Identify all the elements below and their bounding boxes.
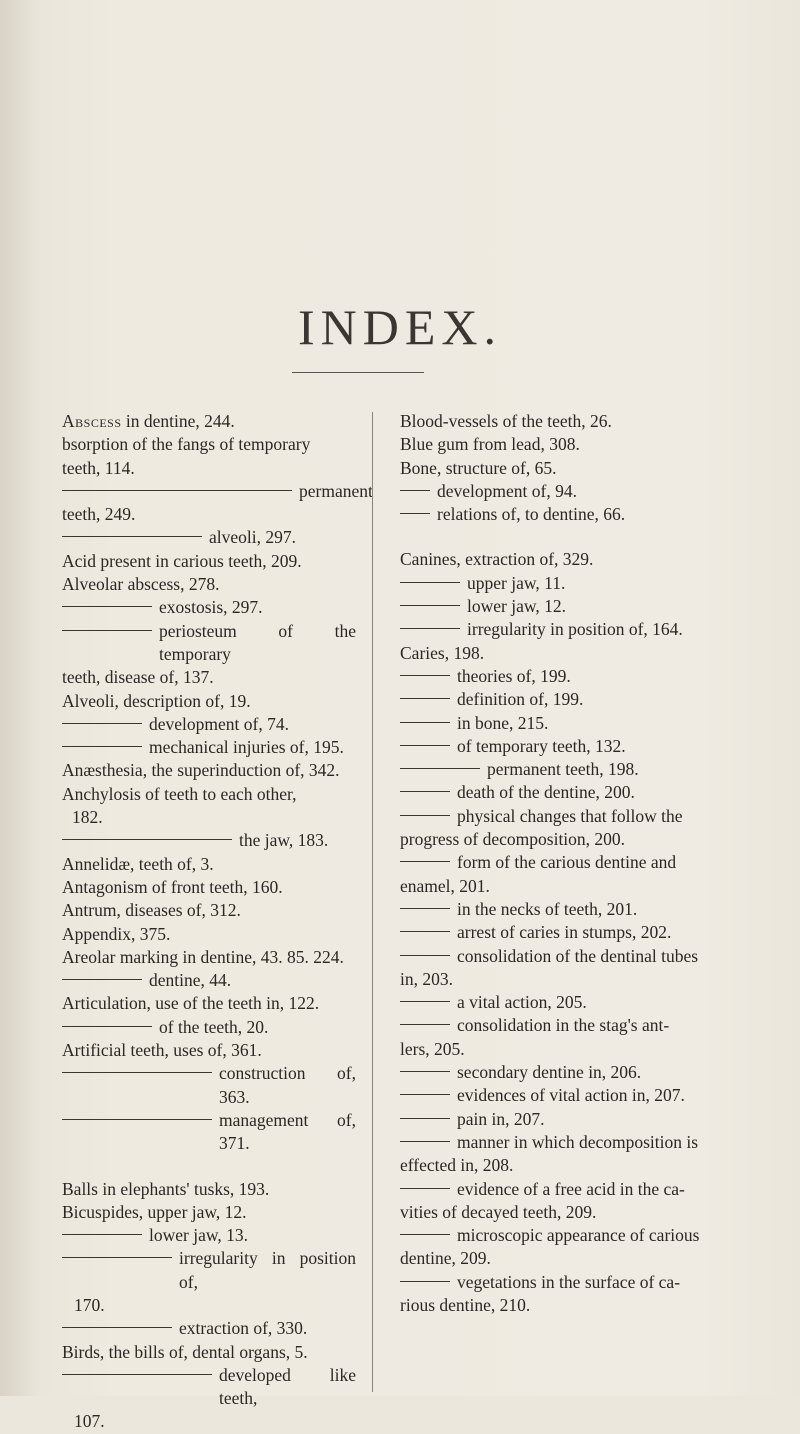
ditto-dash (400, 931, 450, 932)
index-entry (62, 410, 356, 433)
ditto-dash (400, 490, 430, 491)
index-entry-text: Birds, the bills of, dental organs, 5. (62, 1341, 308, 1362)
index-entry (62, 526, 356, 549)
ditto-dash (62, 1374, 212, 1375)
ditto-dash (400, 628, 460, 629)
index-entry (400, 688, 742, 711)
index-entry (62, 1224, 356, 1247)
ditto-dash (400, 1141, 450, 1142)
index-column-left (62, 410, 373, 1434)
ditto-dash (400, 1118, 450, 1119)
ditto-dash (62, 746, 142, 747)
index-entry (62, 1109, 356, 1156)
ditto-dash (62, 1026, 152, 1027)
index-entry-text: arrest of caries in stumps, 202. (457, 922, 672, 943)
index-entry-text: teeth, 114. (62, 457, 135, 478)
index-entry-text: dentine, 209. (400, 1248, 491, 1269)
index-entry (62, 806, 356, 829)
index-entry (400, 1108, 742, 1131)
index-entry-text: form of the carious dentine and (457, 852, 677, 873)
index-entry-text: consolidation in the stag's ant- (457, 1015, 670, 1036)
index-entry-text: teeth, disease of, 137. (62, 667, 214, 688)
index-entry-text: Artificial teeth, uses of, 361. (62, 1040, 262, 1061)
ditto-dash (400, 768, 480, 769)
ditto-dash (400, 745, 450, 746)
index-entry (400, 1247, 742, 1270)
ditto-dash (400, 908, 450, 909)
ditto-dash (400, 1071, 450, 1072)
index-entry-text: Blood-vessels of the teeth, 26. (400, 411, 612, 431)
index-entry (62, 736, 356, 759)
index-entry (400, 1084, 742, 1107)
index-entry-text: irregularity in position of, (179, 1248, 356, 1292)
index-entry (62, 573, 356, 596)
index-column-right (400, 410, 742, 1317)
index-entry-text: consolidation of the dentinal tubes (457, 945, 699, 966)
index-entry-text: permanent (299, 480, 373, 501)
ditto-dash (400, 1234, 450, 1235)
index-entry (62, 853, 356, 876)
index-entry (400, 572, 742, 595)
index-entry-text: manner in which decomposition is (457, 1131, 699, 1152)
ditto-dash (62, 723, 142, 724)
index-entry-text: of temporary teeth, 132. (457, 735, 626, 756)
index-entry-text: Caries, 198. (400, 642, 485, 663)
index-entry-text: 107. (74, 1411, 105, 1432)
index-entry-text: exostosis, 297. (159, 597, 263, 618)
index-entry-text: progress of decomposition, 200. (400, 829, 626, 850)
index-entry-text: Blue gum from lead, 308. (400, 434, 580, 455)
index-entry-text: lower jaw, 12. (467, 596, 566, 617)
index-entry (62, 783, 356, 806)
index-entry (400, 851, 742, 874)
ditto-dash (62, 536, 202, 537)
index-entry (62, 969, 356, 992)
ditto-dash (400, 791, 450, 792)
index-entry (400, 665, 742, 688)
section-gap (400, 526, 742, 548)
index-entry (400, 1294, 742, 1317)
index-entry (62, 1201, 356, 1224)
index-entry-text: death of the dentine, 200. (457, 782, 635, 803)
index-entry-text: development of, 94. (437, 480, 577, 501)
index-entry-text: irregularity in position of, 164. (467, 619, 683, 640)
ditto-dash (400, 1094, 450, 1095)
index-entry (62, 550, 356, 573)
ditto-dash (400, 861, 450, 862)
index-entry (62, 759, 356, 782)
ditto-dash (400, 605, 460, 606)
index-entry (400, 991, 742, 1014)
ditto-dash (400, 1188, 450, 1189)
index-entry (62, 829, 356, 852)
index-entry-text: Acid present in carious teeth, 209. (62, 550, 302, 571)
ditto-dash (62, 606, 152, 607)
index-entry (400, 712, 742, 735)
index-entry-text: evidences of vital action in, 207. (457, 1085, 685, 1106)
column-divider (372, 412, 373, 1392)
index-entry (400, 781, 742, 804)
index-entry (400, 1224, 742, 1247)
ditto-dash (400, 815, 450, 816)
index-entry (62, 690, 356, 713)
index-entry-text: management of, 371. (219, 1109, 356, 1154)
index-entry-text: Antagonism of front teeth, 160. (62, 876, 283, 897)
index-entry-text: Articulation, use of the teeth in, 122. (62, 993, 320, 1014)
index-entry (62, 1294, 356, 1317)
index-entry (400, 898, 742, 921)
index-entry-text: 170. (74, 1294, 105, 1315)
ditto-dash (400, 722, 450, 723)
page-title: INDEX. (297, 299, 503, 355)
ditto-dash (62, 1234, 142, 1235)
index-entry-text: rious dentine, 210. (400, 1294, 531, 1315)
index-entry (400, 595, 742, 618)
ditto-dash (62, 630, 152, 631)
index-entry-text: extraction of, 330. (179, 1318, 308, 1339)
index-entry-text: Appendix, 375. (62, 923, 171, 944)
index-entry (62, 992, 356, 1015)
index-entry-text: evidence of a free acid in the ca- (457, 1178, 685, 1199)
ditto-dash (400, 675, 450, 676)
index-entry (400, 1201, 742, 1224)
index-entry-text: 182. (72, 807, 103, 828)
index-entry-text: Bicuspides, upper jaw, 12. (62, 1201, 247, 1222)
index-entry (62, 946, 356, 969)
index-entry (400, 1014, 742, 1037)
index-entry-text: vegetations in the surface of ca- (457, 1271, 681, 1292)
index-entry-text: enamel, 201. (400, 875, 490, 896)
index-entry (400, 1154, 742, 1177)
ditto-dash (400, 698, 450, 699)
index-entry (400, 875, 742, 898)
index-entry (62, 1364, 356, 1411)
index-entry (400, 433, 742, 456)
index-entry-text: periosteum of the temporary (159, 620, 356, 664)
index-entry (400, 548, 742, 571)
ditto-dash (400, 582, 460, 583)
index-entry (400, 945, 742, 968)
index-entry (62, 433, 356, 456)
index-entry (400, 735, 742, 758)
index-entry-text: secondary dentine in, 206. (457, 1062, 642, 1083)
index-entry (400, 1271, 742, 1294)
index-entry-text: construction of, 363. (219, 1063, 356, 1107)
title-rule (292, 372, 424, 373)
index-entry (400, 618, 742, 641)
index-entry (62, 620, 356, 667)
index-entry (62, 1062, 356, 1109)
ditto-dash (62, 839, 232, 840)
index-entry (62, 457, 356, 480)
ditto-dash (400, 1024, 450, 1025)
index-entry (62, 1410, 356, 1433)
index-entry (400, 828, 742, 851)
index-entry-text: vities of decayed teeth, 209. (400, 1201, 597, 1222)
index-entry-text: upper jaw, 11. (467, 572, 566, 593)
index-entry (62, 596, 356, 619)
index-entry-text: microscopic appearance of carious (457, 1225, 700, 1246)
section-gap (62, 1156, 356, 1178)
index-entry (400, 1061, 742, 1084)
index-entry-text: teeth, 249. (62, 504, 136, 525)
index-entry (400, 642, 742, 665)
index-entry (62, 876, 356, 899)
index-entry (400, 480, 742, 503)
index-entry (62, 1178, 356, 1201)
index-entry (62, 1039, 356, 1062)
index-entry (62, 1317, 356, 1340)
index-entry-text: theories of, 199. (457, 665, 571, 686)
index-entry-text: Anchylosis of teeth to each other, (62, 783, 297, 804)
index-entry-text: Alveoli, description of, 19. (62, 690, 251, 711)
index-entry-text: Bone, structure of, 65. (400, 457, 557, 478)
index-entry (400, 758, 742, 781)
index-entry-text: pain in, 207. (457, 1108, 545, 1129)
index-entry (400, 968, 742, 991)
index-entry-text: Areolar marking in dentine, 43. 85. 224. (62, 946, 344, 967)
index-entry-text: relations of, to dentine, 66. (437, 504, 626, 525)
index-entry-text: of the teeth, 20. (159, 1016, 269, 1037)
ditto-dash (400, 1281, 450, 1282)
ditto-dash (62, 1119, 212, 1120)
index-entry-text: Antrum, diseases of, 312. (62, 900, 241, 921)
index-entry (62, 480, 373, 503)
ditto-dash (62, 979, 142, 980)
index-entry-text: the jaw, 183. (239, 830, 329, 851)
index-entry-text: alveoli, 297. (209, 527, 296, 548)
index-entry-text: bsorption of the fangs of temporary (62, 434, 311, 455)
index-entry (62, 713, 356, 736)
index-entry-text: dentine, 44. (149, 970, 232, 991)
index-entry-text: physical changes that follow the (457, 805, 683, 826)
index-entry (400, 503, 742, 526)
ditto-dash (62, 1072, 212, 1073)
index-entry (400, 457, 742, 480)
ditto-dash (62, 1257, 172, 1258)
index-entry (62, 1247, 356, 1294)
index-entry-text: Anæsthesia, the superinduction of, 342. (62, 760, 340, 781)
index-entry-text: Annelidæ, teeth of, 3. (62, 853, 214, 874)
index-entry-text: a vital action, 205. (457, 992, 587, 1013)
index-entry (62, 1016, 356, 1039)
index-entry-text: development of, 74. (149, 713, 289, 734)
index-entry (400, 805, 742, 828)
index-entry (62, 503, 356, 526)
index-entry (62, 666, 356, 689)
index-entry-text: developed like teeth, (219, 1364, 356, 1409)
index-entry-text: Balls in elephants' tusks, 193. (62, 1178, 270, 1199)
index-entry (400, 1131, 742, 1154)
index-entry-text: lower jaw, 13. (149, 1225, 248, 1246)
ditto-dash (400, 513, 430, 514)
index-entry-text: Alveolar abscess, 278. (62, 574, 220, 595)
index-entry-text: permanent teeth, 198. (487, 759, 639, 780)
index-entry-text: Abscess in dentine, 244. (62, 411, 235, 431)
ditto-dash (62, 490, 292, 491)
index-entry (400, 1038, 742, 1061)
index-entry-text: definition of, 199. (457, 689, 584, 710)
index-entry-text: in bone, 215. (457, 712, 549, 733)
index-entry-text: lers, 205. (400, 1038, 465, 1059)
index-entry-text: in the necks of teeth, 201. (457, 898, 638, 919)
index-entry (62, 899, 356, 922)
ditto-dash (400, 955, 450, 956)
index-entry-text: effected in, 208. (400, 1155, 514, 1176)
index-entry (400, 921, 742, 944)
index-entry-text: Canines, extraction of, 329. (400, 549, 594, 570)
ditto-dash (62, 1327, 172, 1328)
index-entry (62, 923, 356, 946)
index-entry (62, 1341, 356, 1364)
index-entry (400, 1178, 742, 1201)
index-entry (400, 410, 742, 433)
index-entry-text: in, 203. (400, 968, 453, 989)
index-entry-text: mechanical injuries of, 195. (149, 737, 344, 758)
ditto-dash (400, 1001, 450, 1002)
